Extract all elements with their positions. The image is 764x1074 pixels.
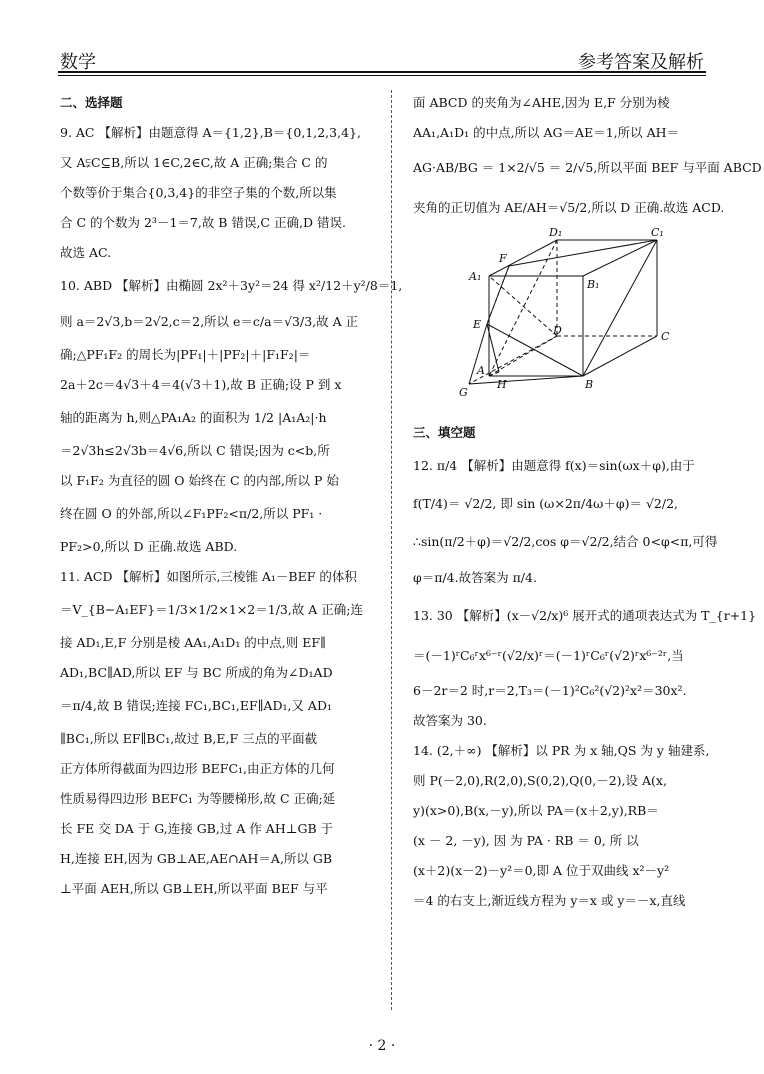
text-line: 夹角的正切值为 AE/AH＝√5/2,所以 D 正确.故选 ACD. — [413, 200, 725, 215]
text-line: 确;△PF₁F₂ 的周长为|PF₁|＋|PF₂|＋|F₁F₂|＝ — [60, 347, 311, 362]
label-A: A — [477, 364, 485, 377]
text-line: 正方体所得截面为四边形 BEFC₁,由正方体的几何 — [60, 761, 335, 776]
label-B1: B₁ — [587, 278, 600, 291]
text-line: 故选 AC. — [60, 245, 112, 260]
text-line: AG·AB/BG ＝ 1×2/√5 ＝ 2/√5,所以平面 BEF 与平面 ABCD — [413, 160, 762, 175]
right-column — [413, 88, 762, 916]
text-line: 故答案为 30. — [413, 713, 487, 728]
page-number: · 2 · — [368, 1038, 396, 1054]
text-line: f(T/4)＝ √2/2, 即 sin (ω×2π/4ω＋φ)＝ √2/2, — [413, 496, 679, 511]
text-line: 长 FE 交 DA 于 G,连接 GB,过 A 作 AH⊥GB 于 — [60, 821, 334, 836]
label-D1: D₁ — [549, 226, 563, 239]
label-B: B — [585, 378, 594, 391]
text-line: ＝V_{B−A₁EF}＝1/3×1/2×1×2＝1/3,故 A 正确;连 — [60, 602, 364, 617]
text-line: 终在圆 O 的外部,所以∠F₁PF₂<π/2,所以 PF₁ · — [60, 506, 323, 521]
label-H: H — [497, 378, 507, 391]
label-A1: A₁ — [469, 270, 482, 283]
text-line: ⊥平面 AEH,所以 GB⊥EH,所以平面 BEF 与平 — [60, 881, 328, 896]
text-line: φ＝π/4.故答案为 π/4. — [413, 570, 537, 585]
text-line: 6－2r＝2 时,r＝2,T₃＝(－1)²C₆²(√2)²x²＝30x². — [413, 683, 687, 698]
header-rule-thick — [58, 71, 706, 73]
text-line: 轴的距离为 h,则△PA₁A₂ 的面积为 1/2 |A₁A₂|·h — [60, 410, 327, 425]
text-line: (x － 2, －y), 因 为 PA · RB ＝ 0, 所 以 — [413, 833, 639, 848]
text-line: ＝4 的右支上,渐近线方程为 y＝x 或 y＝－x,直线 — [413, 893, 686, 908]
column-divider — [391, 90, 392, 1010]
text-line: 合 C 的个数为 2³－1＝7,故 B 错误,C 正确,D 错误. — [60, 215, 346, 230]
text-line: y)(x>0),B(x,－y),所以 PA＝(x＋2,y),RB＝ — [413, 803, 659, 818]
left-column — [60, 88, 403, 904]
label-F: F — [499, 252, 507, 265]
text-line: ＝(－1)ʳC₆ʳx⁶⁻ʳ(√2/x)ʳ＝(－1)ʳC₆ʳ(√2)ʳx⁶⁻²ʳ,当 — [413, 648, 684, 663]
text-line: ＝π/4,故 B 错误;连接 FC₁,BC₁,EF∥AD₁,又 AD₁ — [60, 698, 332, 713]
text-line: 面 ABCD 的夹角为∠AHE,因为 E,F 分别为棱 — [413, 95, 670, 110]
text-line: 个数等价于集合{0,3,4}的非空子集的个数,所以集 — [60, 185, 337, 200]
label-E: E — [473, 318, 482, 331]
text-line: 11. ACD 【解析】如图所示,三棱锥 A₁－BEF 的体积 — [60, 569, 357, 584]
text-line: 以 F₁F₂ 为直径的圆 O 始终在 C 的内部,所以 P 始 — [60, 473, 339, 488]
text-line: AD₁,BC∥AD,所以 EF 与 BC 所成的角为∠D₁AD — [60, 665, 333, 680]
label-D: D — [553, 324, 562, 337]
label-G: G — [459, 386, 468, 399]
text-line: ∴sin(π/2＋φ)＝√2/2,cos φ＝√2/2,结合 0<φ<π,可得 — [413, 534, 718, 549]
text-line: PF₂>0,所以 D 正确.故选 ABD. — [60, 539, 238, 554]
header-rule-thin — [58, 75, 706, 76]
cube-figure — [413, 228, 705, 418]
cube-diagram — [453, 228, 673, 418]
label-C1: C₁ — [651, 226, 664, 239]
section-heading-fill: 三、填空题 — [413, 425, 476, 440]
text-line: 又 A⫋C⊆B,所以 1∈C,2∈C,故 A 正确;集合 C 的 — [60, 155, 328, 170]
text-line: 13. 30 【解析】(x－√2/x)⁶ 展开式的通项表达式为 T_{r+1} — [413, 608, 757, 623]
text-line: 2a＋2c＝4√3＋4＝4(√3＋1),故 B 正确;设 P 到 x — [60, 377, 342, 392]
text-line: 接 AD₁,E,F 分别是棱 AA₁,A₁D₁ 的中点,则 EF∥ — [60, 635, 326, 650]
subject-title: 数学 — [60, 52, 96, 73]
text-line: ∥BC₁,所以 EF∥BC₁,故过 B,E,F 三点的平面截 — [60, 731, 318, 746]
header-title: 参考答案及解析 — [578, 52, 704, 73]
text-line: 9. AC 【解析】由题意得 A＝{1,2},B＝{0,1,2,3,4}, — [60, 125, 361, 140]
section-heading-choice: 二、选择题 — [60, 95, 123, 110]
text-line: 10. ABD 【解析】由椭圆 2x²＋3y²＝24 得 x²/12＋y²/8＝1, — [60, 278, 403, 293]
text-line: 则 P(－2,0),R(2,0),S(0,2),Q(0,－2),设 A(x, — [413, 773, 667, 788]
text-line: 14. (2,＋∞) 【解析】以 PR 为 x 轴,QS 为 y 轴建系, — [413, 743, 710, 758]
text-line: H,连接 EH,因为 GB⊥AE,AE∩AH＝A,所以 GB — [60, 851, 333, 866]
text-line: 12. π/4 【解析】由题意得 f(x)＝sin(ωx＋φ),由于 — [413, 458, 695, 473]
text-line: 则 a＝2√3,b＝2√2,c＝2,所以 e＝c/a＝√3/3,故 A 正 — [60, 314, 359, 329]
text-line: (x＋2)(x－2)－y²＝0,即 A 位于双曲线 x²－y² — [413, 863, 670, 878]
label-C: C — [661, 330, 670, 343]
text-line: 性质易得四边形 BEFC₁ 为等腰梯形,故 C 正确;延 — [60, 791, 336, 806]
text-line: ＝2√3h≤2√3b＝4√6,所以 C 错误;因为 c<b,所 — [60, 443, 330, 458]
text-line: AA₁,A₁D₁ 的中点,所以 AG＝AE＝1,所以 AH＝ — [413, 125, 680, 140]
